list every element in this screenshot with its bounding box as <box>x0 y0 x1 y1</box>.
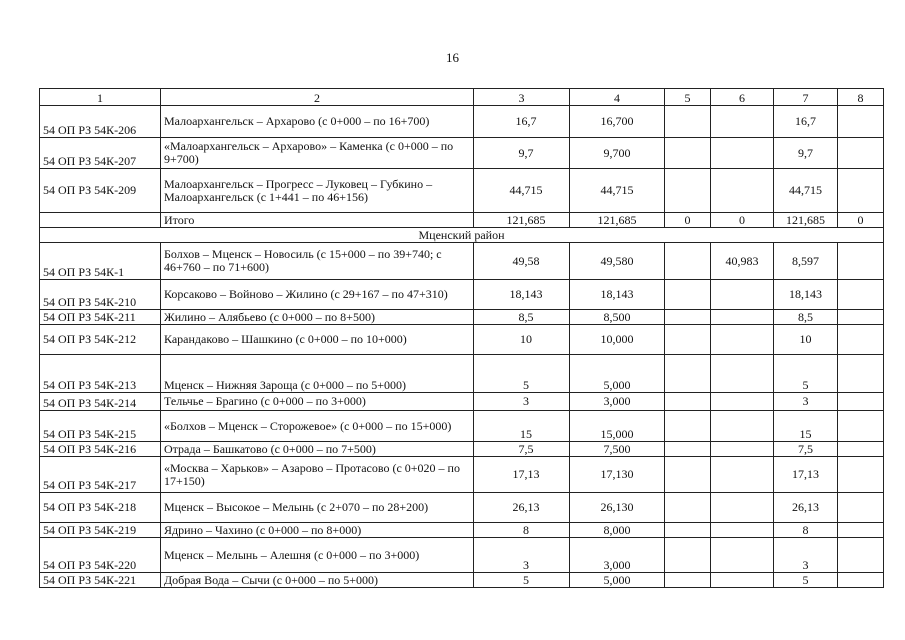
total-col7: 121,685 <box>774 213 838 228</box>
length-col8 <box>838 442 884 457</box>
length-total: 8,5 <box>474 310 570 325</box>
length-col5 <box>665 393 711 411</box>
table-row <box>40 411 884 442</box>
length-col4: 5,000 <box>570 355 665 393</box>
length-col8 <box>838 325 884 355</box>
length-col6 <box>711 457 774 493</box>
page-number: 16 <box>446 50 459 65</box>
length-col8 <box>838 280 884 310</box>
length-total: 9,7 <box>474 138 570 169</box>
length-col7: 9,7 <box>774 138 838 169</box>
road-name: Малоархангельск – Архарово (с 0+000 – по 16+700) <box>161 106 474 138</box>
length-col8 <box>838 457 884 493</box>
table-row <box>40 457 884 493</box>
length-col6 <box>711 355 774 393</box>
total-label: Итого <box>161 213 474 228</box>
length-col7: 7,5 <box>774 442 838 457</box>
length-total: 8 <box>474 523 570 538</box>
length-col5 <box>665 106 711 138</box>
road-code: 54 ОП РЗ 54К-220 <box>40 538 161 573</box>
total-code <box>40 213 161 228</box>
length-col5 <box>665 573 711 588</box>
road-name: Мценск – Высокое – Мелынь (с 2+070 – по 28+200) <box>161 493 474 523</box>
length-total: 5 <box>474 355 570 393</box>
road-name: Жилино – Алябьево (с 0+000 – по 8+500) <box>161 310 474 325</box>
road-name: Тельчье – Брагино (с 0+000 – по 3+000) <box>161 393 474 411</box>
length-col5 <box>665 442 711 457</box>
road-name: Мценск – Мелынь – Алешня (с 0+000 – по 3+000) <box>161 538 474 573</box>
length-col4: 3,000 <box>570 393 665 411</box>
header-cell: 5 <box>665 89 711 106</box>
road-code: 54 ОП РЗ 54К-212 <box>40 325 161 355</box>
length-col7: 16,7 <box>774 106 838 138</box>
road-code: 54 ОП РЗ 54К-221 <box>40 573 161 588</box>
table-row <box>40 280 884 310</box>
header-cell: 6 <box>711 89 774 106</box>
table-row <box>40 573 884 588</box>
road-code: 54 ОП РЗ 54К-215 <box>40 411 161 442</box>
header-cell: 2 <box>161 89 474 106</box>
length-col5 <box>665 457 711 493</box>
table-row <box>40 442 884 457</box>
length-col4: 44,715 <box>570 169 665 213</box>
length-col4: 5,000 <box>570 573 665 588</box>
length-col8 <box>838 355 884 393</box>
length-col6 <box>711 493 774 523</box>
length-col5 <box>665 325 711 355</box>
length-col8 <box>838 243 884 280</box>
district-row <box>40 228 884 243</box>
length-col4: 18,143 <box>570 280 665 310</box>
road-name: Добрая Вода – Сычи (с 0+000 – по 5+000) <box>161 573 474 588</box>
length-col7: 15 <box>774 411 838 442</box>
total-col4: 121,685 <box>570 213 665 228</box>
length-col6 <box>711 442 774 457</box>
length-col7: 10 <box>774 325 838 355</box>
road-code: 54 ОП РЗ 54К-213 <box>40 355 161 393</box>
length-col4: 17,130 <box>570 457 665 493</box>
total-col5: 0 <box>665 213 711 228</box>
road-name: Ядрино – Чахино (с 0+000 – по 8+000) <box>161 523 474 538</box>
length-col7: 8,597 <box>774 243 838 280</box>
length-col6 <box>711 106 774 138</box>
length-total: 17,13 <box>474 457 570 493</box>
length-col6 <box>711 325 774 355</box>
length-col4: 9,700 <box>570 138 665 169</box>
length-total: 5 <box>474 573 570 588</box>
length-col6 <box>711 573 774 588</box>
table-row <box>40 106 884 138</box>
length-total: 3 <box>474 538 570 573</box>
table-row <box>40 243 884 280</box>
road-name: Малоархангельск – Прогресс – Луковец – Губкино – Малоархангельск (с 1+441 – по 46+156) <box>161 169 474 213</box>
length-col4: 10,000 <box>570 325 665 355</box>
length-col5 <box>665 538 711 573</box>
length-col4: 16,700 <box>570 106 665 138</box>
length-col6 <box>711 169 774 213</box>
length-col7: 3 <box>774 393 838 411</box>
length-col6 <box>711 310 774 325</box>
road-name: «Москва – Харьков» – Азарово – Протасово (с 0+020 – по 17+150) <box>161 457 474 493</box>
length-col4: 8,500 <box>570 310 665 325</box>
length-total: 10 <box>474 325 570 355</box>
length-col6 <box>711 523 774 538</box>
road-name: «Малоархангельск – Архарово» – Каменка (с 0+000 – по 9+700) <box>161 138 474 169</box>
length-col5 <box>665 138 711 169</box>
length-col4: 49,580 <box>570 243 665 280</box>
length-col8 <box>838 106 884 138</box>
length-col5 <box>665 243 711 280</box>
length-total: 3 <box>474 393 570 411</box>
length-col5 <box>665 355 711 393</box>
road-code: 54 ОП РЗ 54К-207 <box>40 138 161 169</box>
length-col8 <box>838 138 884 169</box>
length-col7: 8 <box>774 523 838 538</box>
length-col4: 7,500 <box>570 442 665 457</box>
header-cell: 7 <box>774 89 838 106</box>
length-col4: 3,000 <box>570 538 665 573</box>
length-col6 <box>711 411 774 442</box>
length-col7: 3 <box>774 538 838 573</box>
table-row <box>40 393 884 411</box>
road-name: Карандаково – Шашкино (с 0+000 – по 10+000) <box>161 325 474 355</box>
table-row <box>40 493 884 523</box>
header-cell: 8 <box>838 89 884 106</box>
length-col7: 8,5 <box>774 310 838 325</box>
length-col7: 44,715 <box>774 169 838 213</box>
header-cell: 3 <box>474 89 570 106</box>
total-row <box>40 213 884 228</box>
length-col8 <box>838 169 884 213</box>
length-col7: 5 <box>774 355 838 393</box>
length-col6 <box>711 138 774 169</box>
table-row <box>40 325 884 355</box>
table-row <box>40 523 884 538</box>
table-row <box>40 169 884 213</box>
road-code: 54 ОП РЗ 54К-214 <box>40 393 161 411</box>
length-col4: 8,000 <box>570 523 665 538</box>
length-col7: 26,13 <box>774 493 838 523</box>
length-col8 <box>838 411 884 442</box>
length-total: 49,58 <box>474 243 570 280</box>
road-code: 54 ОП РЗ 54К-210 <box>40 280 161 310</box>
length-col7: 18,143 <box>774 280 838 310</box>
length-col5 <box>665 280 711 310</box>
road-name: «Болхов – Мценск – Сторожевое» (с 0+000 – по 15+000) <box>161 411 474 442</box>
length-col7: 17,13 <box>774 457 838 493</box>
table-row <box>40 138 884 169</box>
road-code: 54 ОП РЗ 54К-218 <box>40 493 161 523</box>
header-cell: 4 <box>570 89 665 106</box>
road-code: 54 ОП РЗ 54К-219 <box>40 523 161 538</box>
length-col6 <box>711 280 774 310</box>
road-code: 54 ОП РЗ 54К-211 <box>40 310 161 325</box>
total-col3: 121,685 <box>474 213 570 228</box>
length-total: 7,5 <box>474 442 570 457</box>
length-total: 16,7 <box>474 106 570 138</box>
length-col6 <box>711 538 774 573</box>
district-name: Мценский район <box>40 228 884 243</box>
length-col8 <box>838 310 884 325</box>
length-col5 <box>665 493 711 523</box>
length-col4: 26,130 <box>570 493 665 523</box>
length-col5 <box>665 310 711 325</box>
header-cell: 1 <box>40 89 161 106</box>
header-row <box>40 89 884 106</box>
length-col8 <box>838 538 884 573</box>
length-col5 <box>665 523 711 538</box>
length-col6: 40,983 <box>711 243 774 280</box>
road-code: 54 ОП РЗ 54К-209 <box>40 169 161 213</box>
length-total: 18,143 <box>474 280 570 310</box>
road-name: Болхов – Мценск – Новосиль (с 15+000 – по 39+740; с 46+760 – по 71+600) <box>161 243 474 280</box>
road-code: 54 ОП РЗ 54К-206 <box>40 106 161 138</box>
length-total: 44,715 <box>474 169 570 213</box>
table-row <box>40 355 884 393</box>
table-row <box>40 538 884 573</box>
length-col6 <box>711 393 774 411</box>
road-name: Мценск – Нижняя Зароща (с 0+000 – по 5+000) <box>161 355 474 393</box>
length-total: 26,13 <box>474 493 570 523</box>
roads-table <box>39 88 884 588</box>
length-col7: 5 <box>774 573 838 588</box>
road-code: 54 ОП РЗ 54К-216 <box>40 442 161 457</box>
total-col6: 0 <box>711 213 774 228</box>
total-col8: 0 <box>838 213 884 228</box>
length-col8 <box>838 573 884 588</box>
length-col8 <box>838 393 884 411</box>
table-row <box>40 310 884 325</box>
length-col8 <box>838 523 884 538</box>
length-col4: 15,000 <box>570 411 665 442</box>
length-total: 15 <box>474 411 570 442</box>
road-name: Отрада – Башкатово (с 0+000 – по 7+500) <box>161 442 474 457</box>
length-col5 <box>665 169 711 213</box>
road-name: Корсаково – Войново – Жилино (с 29+167 – по 47+310) <box>161 280 474 310</box>
length-col5 <box>665 411 711 442</box>
road-code: 54 ОП РЗ 54К-217 <box>40 457 161 493</box>
road-code: 54 ОП РЗ 54К-1 <box>40 243 161 280</box>
length-col8 <box>838 493 884 523</box>
